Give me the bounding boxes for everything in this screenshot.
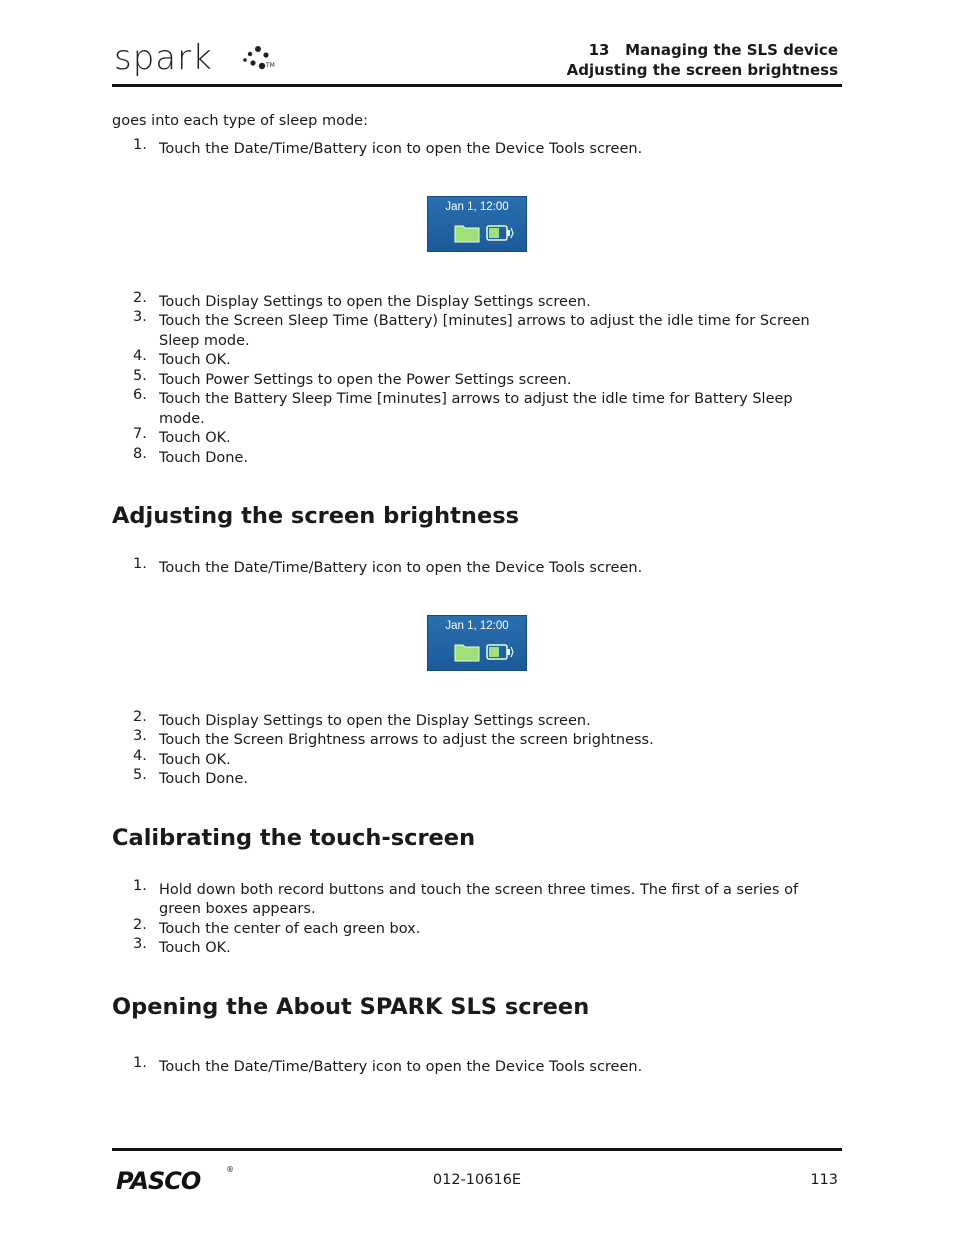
page-footer — [112, 1148, 842, 1201]
list-item: 5. Touch Done. — [133, 767, 248, 787]
intro-text: goes into each type of sleep mode: — [112, 113, 368, 129]
folder-icon — [454, 642, 480, 662]
list-item: 1. Touch the Date/Time/Battery icon to open the Device Tools screen. — [133, 137, 643, 157]
datetime-label: Jan 1, 12:00 — [445, 200, 509, 213]
list-item: 4. Touch OK. — [133, 747, 231, 768]
header-titles — [567, 40, 838, 80]
list-item: 2. Touch Display Settings to open the Display Settings screen. — [133, 708, 591, 729]
brightness-steps-list-b — [112, 708, 842, 790]
list-item: 3. Touch the Screen Brightness arrows to adjust the screen brightness. — [133, 728, 654, 748]
heading-about: Opening the About SPARK SLS screen — [112, 993, 590, 1020]
list-item: 7. Touch OK. — [133, 426, 231, 446]
about-steps-list — [112, 1054, 842, 1078]
sleep-steps-list-a — [112, 137, 842, 160]
list-item: 8. Touch Done. — [133, 445, 248, 466]
battery-icon — [486, 225, 514, 241]
list-item: 6. Touch the Battery Sleep Time [minutes] arrows to adjust the idle time for Battery Sleep mode. — [133, 387, 793, 427]
sleep-steps-list-b — [112, 289, 842, 469]
brightness-steps-list-a — [112, 556, 842, 579]
device-status-icon-image — [427, 196, 527, 252]
list-item: 1. Touch the Date/Time/Battery icon to open the Device Tools screen. — [133, 556, 643, 576]
device-status-icon-image — [427, 615, 527, 671]
trademark: TM — [266, 62, 275, 69]
list-item: 2. Touch the center of each green box. — [133, 916, 421, 937]
spark-logo-text: spark — [114, 38, 213, 78]
page-number: 113 — [810, 1172, 838, 1188]
folder-icon — [454, 223, 480, 243]
list-item: 2. Touch Display Settings to open the Display Settings screen. — [133, 289, 591, 310]
list-item: 3. Touch the Screen Sleep Time (Battery) [minutes] arrows to adjust the idle time for Screen Sleep mode. — [133, 309, 810, 349]
spark-logo — [114, 38, 275, 78]
list-item: 3. Touch OK. — [133, 936, 231, 956]
section-title: Adjusting the screen brightness — [566, 61, 838, 79]
list-item: 1. Hold down both record buttons and touch the screen three times. The first of a series of green boxes appears. — [133, 877, 799, 917]
list-item: 4. Touch OK. — [133, 348, 231, 368]
calibrate-steps-list — [112, 877, 842, 959]
heading-brightness: Adjusting the screen brightness — [112, 503, 519, 529]
document-number: 012-10616E — [432, 1172, 522, 1188]
battery-icon — [486, 644, 514, 660]
heading-calibrate: Calibrating the touch-screen — [112, 824, 476, 851]
spark-dots-icon — [242, 44, 274, 74]
chapter-title: 13 Managing the SLS device — [588, 41, 838, 59]
svg-text:PASCO: PASCO — [116, 1167, 201, 1193]
list-item: 1. Touch the Date/Time/Battery icon to open the Device Tools screen. — [133, 1054, 643, 1075]
list-item: 5. Touch Power Settings to open the Power Settings screen. — [133, 367, 572, 388]
page-header — [112, 38, 842, 87]
datetime-label: Jan 1, 12:00 — [445, 619, 509, 632]
registered-mark: ® — [226, 1165, 234, 1174]
page-content — [112, 110, 842, 1077]
